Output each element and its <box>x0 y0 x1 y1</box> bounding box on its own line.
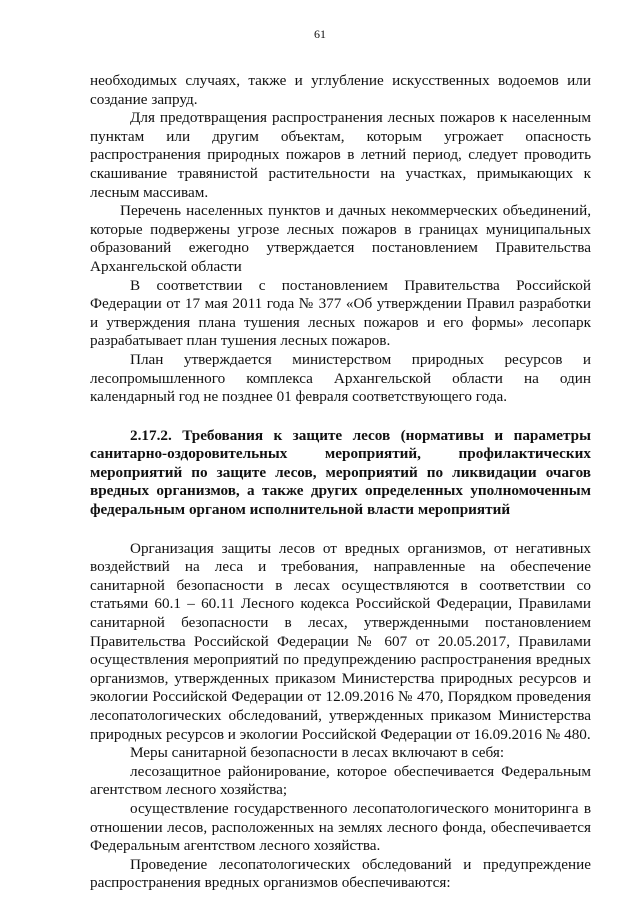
list-item: лесозащитное районирование, которое обеспечивается Федеральным агентством лесного хозяйства; <box>90 762 591 799</box>
paragraph: План утверждается министерством природных ресурсов и лесопромышленного комплекса Архангельской области на один календарный год не позднее 01 февраля соответствующего года. <box>90 350 591 406</box>
page-number: 61 <box>314 27 326 41</box>
list-item: осуществление государственного лесопатологического мониторинга в отношении лесов, расположенных на землях лесного фонда, обеспечивается Федеральным агентством лесного хозяйства. <box>90 799 591 855</box>
paragraph: Для предотвращения распространения лесных пожаров к населенным пунктам или другим объектам, которым угрожает опасность распространения природных пожаров в летний период, следует проводить скашивание травянистой растительности на участках, примыкающих к лесным массивам. <box>90 109 591 201</box>
paragraph: Меры санитарной безопасности в лесах включают в себя: <box>130 744 505 762</box>
document-body <box>90 72 591 893</box>
paragraph: Организация защиты лесов от вредных организмов, от негативных воздействий на леса и требования, направленные на обеспечение санитарной безопасности в лесах осуществляются в соответствии со статьями 60.1 – 60.11 Лесного кодекса Российской Федерации, Правилами санитарной безопасности в лесах, утвержденными постановлением Правительства Российской Федерации № 607 от 20.05.2017, Правилами осуществления мероприятий по предупреждению распространения вредных организмов, утвержденных приказом Министерства природных ресурсов и экологии Российской Федерации от 12.09.2016 № 470, Порядком проведения лесопатологических обследований, утвержденных приказом Министерства природных ресурсов и экологии Российской Федерации от 16.09.2016 № 480. <box>90 539 591 743</box>
paragraph: Перечень населенных пунктов и дачных некоммерческих объединений, которые подвержены угрозе лесных пожаров в границах муниципальных образований ежегодно утверждается постановлением Правительства Архангельской области <box>90 202 591 275</box>
paragraph: В соответствии с постановлением Правительства Российской Федерации от 17 мая 2011 года № 377 «Об утверждении Правил разработки и утверждения плана тушения лесных пожаров и его формы» лесопарк разрабатывает план тушения лесных пожаров. <box>90 276 591 350</box>
section-heading: 2.17.2. Требования к защите лесов (нормативы и параметры санитарно-оздоровительных мероприятий, профилактических мероприятий по защите лесов, мероприятий по ликвидации очагов вредных организмов, а также других определенных уполномоченным федеральным органом исполнительной власти мероприятий <box>90 426 591 519</box>
paragraph: необходимых случаях, также и углубление искусственных водоемов или создание запруд. <box>90 72 591 108</box>
paragraph: Проведение лесопатологических обследований и предупреждение распространения вредных организмов обеспечиваются: <box>90 855 591 892</box>
